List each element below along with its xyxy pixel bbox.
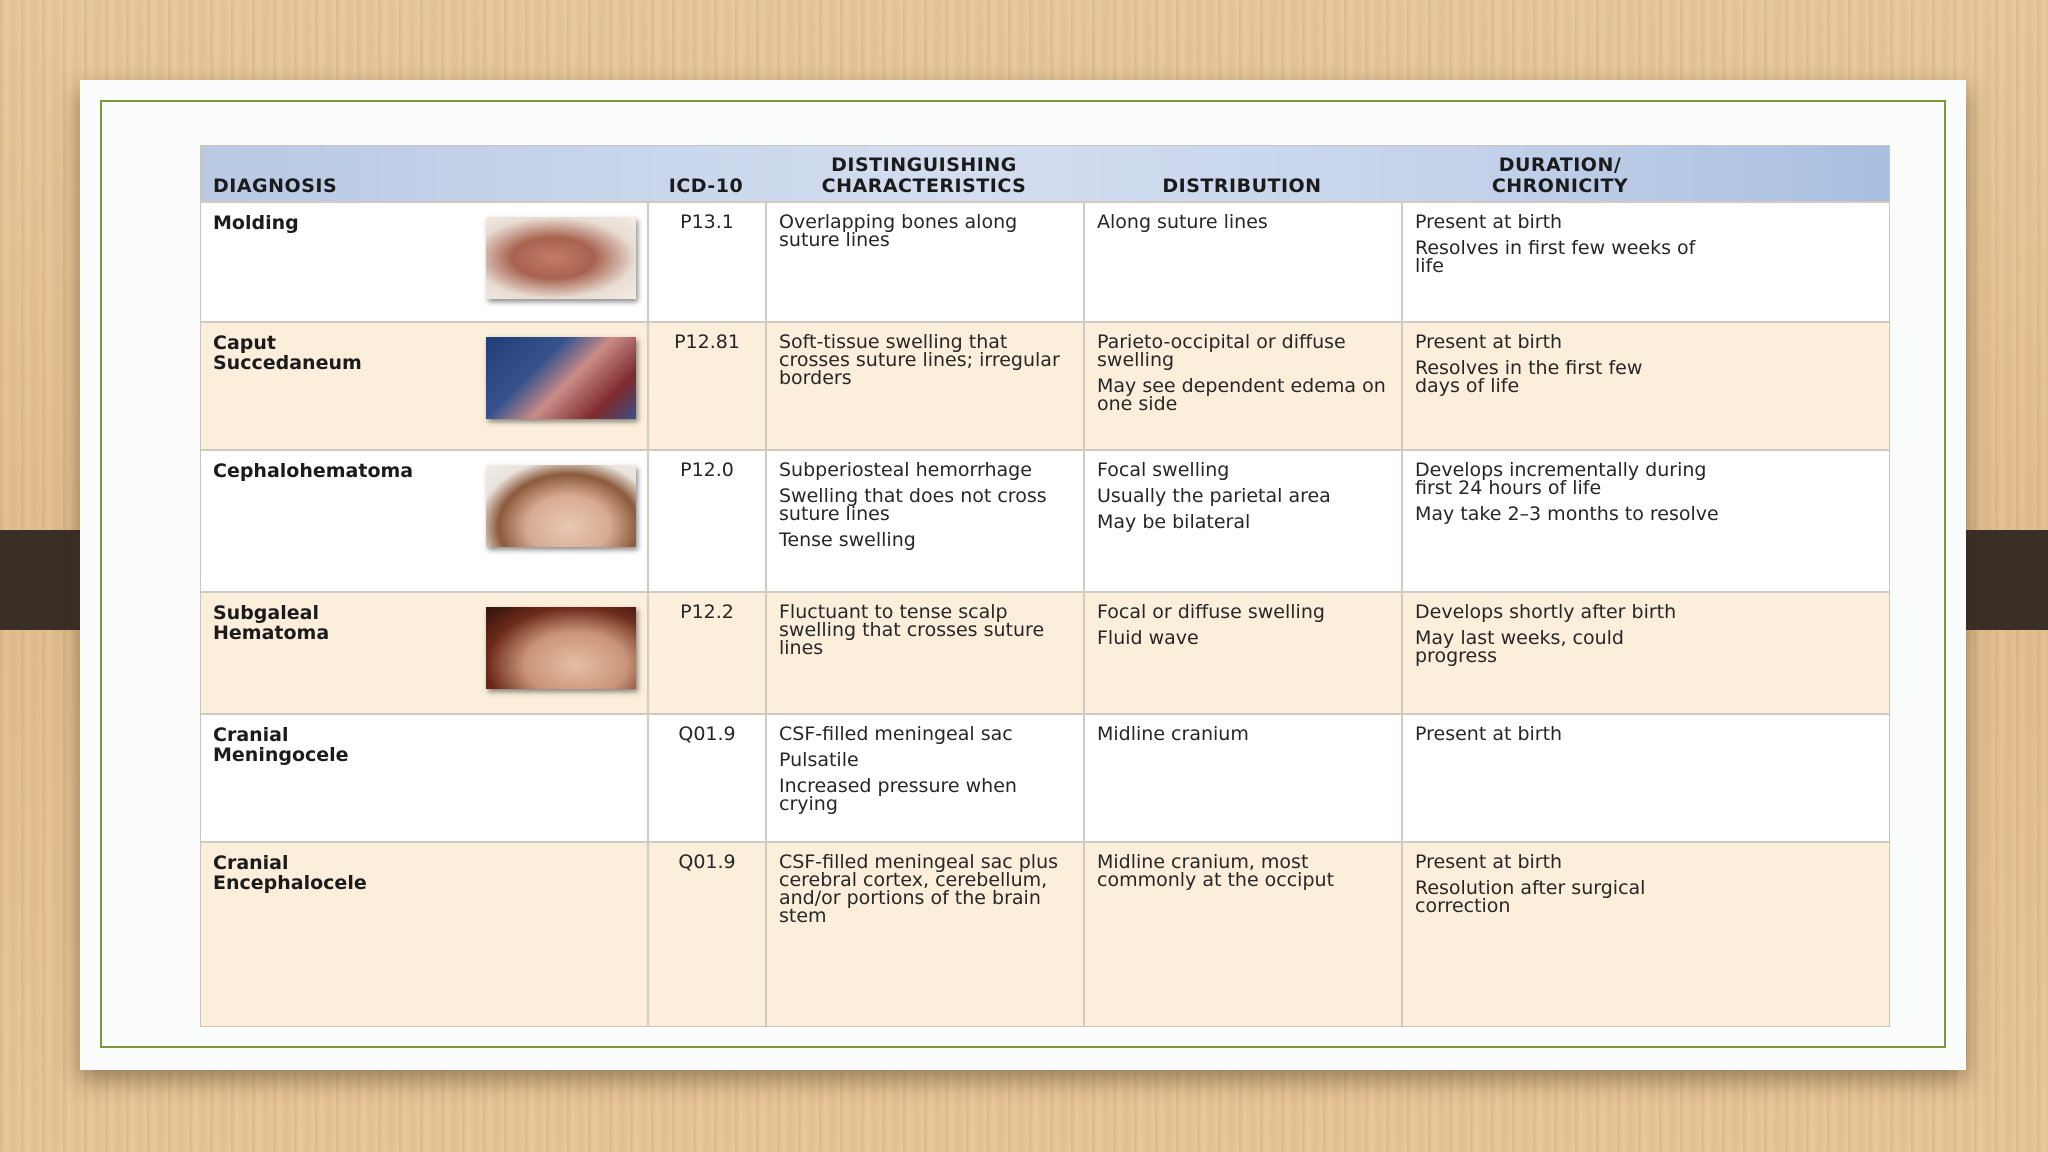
newborn-head-photo <box>486 217 636 299</box>
diagnosis-cell: Molding <box>213 212 299 234</box>
distribution-text: Focal or diffuse swelling <box>1097 601 1325 623</box>
table-row <box>201 713 1889 841</box>
icd-cell: P13.1 <box>647 203 765 321</box>
characteristics-cell <box>765 451 1083 591</box>
table-row <box>201 201 1889 321</box>
duration-text: Present at birth <box>1415 851 1563 873</box>
header-characteristics-line2: CHARACTERISTICS <box>821 175 1027 197</box>
duration-text: Develops incrementally during first 24 hours of life <box>1415 459 1707 499</box>
icd-cell: Q01.9 <box>647 843 765 1026</box>
duration-cell <box>1401 593 1889 713</box>
header-characteristics-line1: DISTINGUISHING <box>831 154 1017 176</box>
table-row <box>201 591 1889 713</box>
header-diagnosis <box>201 146 647 201</box>
distribution-cell <box>1083 203 1401 321</box>
duration-text: May last weeks, could progress <box>1415 627 1624 667</box>
icd-cell: Q01.9 <box>647 715 765 841</box>
header-icd <box>647 146 765 201</box>
duration-text: Present at birth <box>1415 331 1563 353</box>
duration-cell <box>1401 451 1889 591</box>
distribution-text: Along suture lines <box>1097 211 1268 233</box>
characteristic-text: Tense swelling <box>779 529 916 551</box>
distribution-text: May see dependent edema on one side <box>1097 375 1386 415</box>
diagnosis-cell: Caput Succedaneum <box>213 332 362 374</box>
icd-cell: P12.2 <box>647 593 765 713</box>
diagnosis-cell: Subgaleal Hematoma <box>213 602 330 644</box>
distribution-cell <box>1083 715 1401 841</box>
diagnosis-cell: Cephalohematoma <box>213 460 414 482</box>
table-row <box>201 449 1889 591</box>
distribution-cell <box>1083 323 1401 449</box>
newborn-head-photo <box>486 337 636 419</box>
distribution-text: Midline cranium <box>1097 723 1249 745</box>
duration-cell <box>1401 203 1889 321</box>
header-characteristics <box>765 146 1083 201</box>
characteristic-text: Increased pressure when crying <box>779 775 1017 815</box>
duration-text: Resolves in the first few days of life <box>1415 357 1643 397</box>
duration-cell <box>1401 715 1889 841</box>
distribution-text: Focal swelling <box>1097 459 1230 481</box>
table-row <box>201 841 1889 1026</box>
characteristics-cell <box>765 843 1083 1026</box>
header-distribution-label: DISTRIBUTION <box>1162 175 1322 197</box>
distribution-cell <box>1083 593 1401 713</box>
table-row <box>201 321 1889 449</box>
header-diagnosis-label: DIAGNOSIS <box>213 175 338 197</box>
characteristics-cell <box>765 715 1083 841</box>
characteristic-text: Swelling that does not cross suture lines <box>779 485 1047 525</box>
characteristic-text: Overlapping bones along suture lines <box>779 211 1018 251</box>
header-duration-line1: DURATION/ <box>1498 154 1622 176</box>
diagnosis-cell: Cranial Meningocele <box>213 724 349 766</box>
characteristics-cell <box>765 203 1083 321</box>
header-distribution <box>1083 146 1401 201</box>
duration-text: Resolution after surgical correction <box>1415 877 1646 917</box>
header-icd-label: ICD-10 <box>668 175 744 197</box>
distribution-text: Usually the parietal area <box>1097 485 1331 507</box>
characteristic-text: Soft-tissue swelling that crosses suture lines; irregular borders <box>779 331 1060 389</box>
newborn-head-photo <box>486 607 636 689</box>
duration-cell <box>1401 323 1889 449</box>
characteristics-cell <box>765 323 1083 449</box>
distribution-cell <box>1083 843 1401 1026</box>
characteristics-cell <box>765 593 1083 713</box>
duration-text: Present at birth <box>1415 211 1563 233</box>
table-header <box>201 146 1889 201</box>
header-duration-line2: CHRONICITY <box>1491 175 1629 197</box>
newborn-head-photo <box>486 465 636 547</box>
icd-cell: P12.81 <box>647 323 765 449</box>
distribution-text: Midline cranium, most commonly at the occiput <box>1097 851 1335 891</box>
duration-cell <box>1401 843 1889 1026</box>
characteristic-text: CSF-filled meningeal sac <box>779 723 1013 745</box>
diagnosis-table <box>200 145 1890 1027</box>
distribution-cell <box>1083 451 1401 591</box>
characteristic-text: Pulsatile <box>779 749 859 771</box>
characteristic-text: CSF-filled meningeal sac plus cerebral cortex, cerebellum, and/or portions of the brain stem <box>779 851 1059 927</box>
distribution-text: Fluid wave <box>1097 627 1199 649</box>
distribution-text: Parieto-occipital or diffuse swelling <box>1097 331 1346 371</box>
icd-cell: P12.0 <box>647 451 765 591</box>
characteristic-text: Subperiosteal hemorrhage <box>779 459 1032 481</box>
header-duration <box>1401 146 1719 201</box>
characteristic-text: Fluctuant to tense scalp swelling that crosses suture lines <box>779 601 1045 659</box>
duration-text: Present at birth <box>1415 723 1563 745</box>
duration-text: Develops shortly after birth <box>1415 601 1677 623</box>
duration-text: May take 2–3 months to resolve <box>1415 503 1719 525</box>
diagnosis-cell: Cranial Encephalocele <box>213 852 367 894</box>
distribution-text: May be bilateral <box>1097 511 1251 533</box>
duration-text: Resolves in first few weeks of life <box>1415 237 1696 277</box>
